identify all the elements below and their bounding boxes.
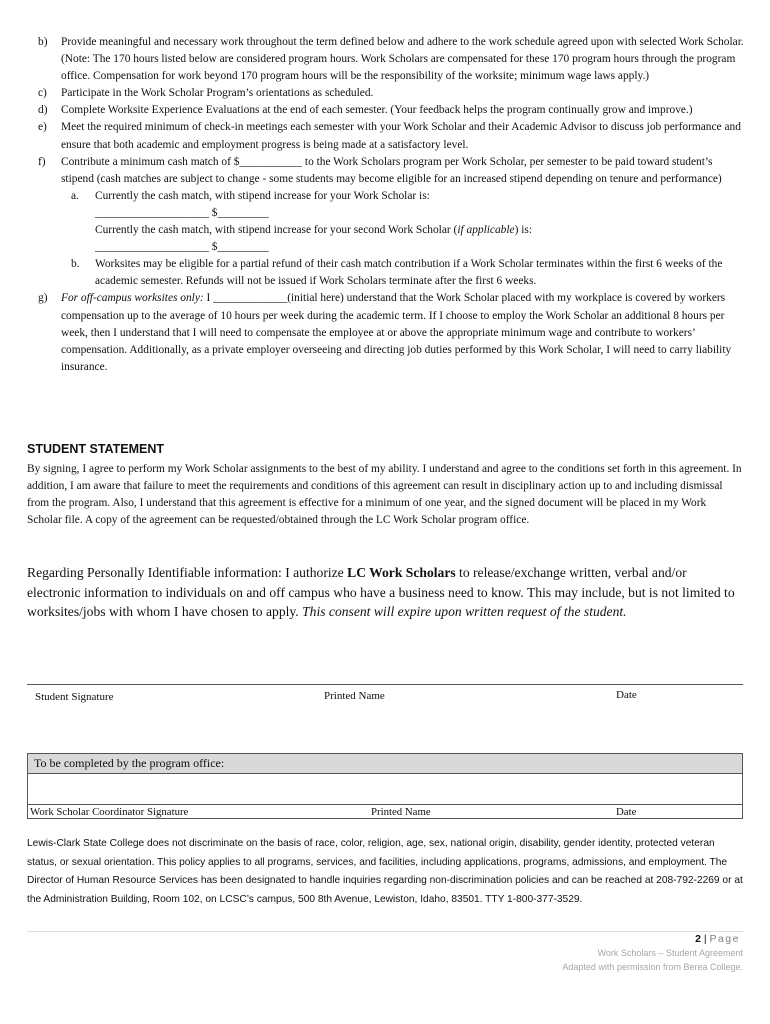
- footer-credit: Adapted with permission from Berea College.: [562, 962, 743, 972]
- item-text: Provide meaningful and necessary work throughout the term defined below and adhere to the work schedule agreed upon with selected Work Scholar. (Note: The 170 hours listed below are considered program hours. Work Scholars are compensated for these 170 program hours through the program office. Compensation for work beyond 170 program hours will be the responsibility of the worksite; minimum wage laws apply.): [61, 36, 744, 83]
- consent-expiry: This consent will expire upon written request of the student.: [302, 604, 627, 619]
- coordinator-signature-label: Work Scholar Coordinator Signature: [30, 806, 189, 818]
- item-text: I _____________(initial here) understand that the Work Scholar placed with my workplace is covered by workers compensation up to the average of 10 hours per week during the academic term. If I choose to employ the Work Scholar an additional 8 hours per week, then I understand that I will need to compensate the employee at or above the appropriate minimum wage and contribute to workers’ compensation. Additionally, as a private employer overseeing and directing job duties performed by this Work Scholar, I will need to carry liability insurance.: [61, 292, 732, 373]
- student-signature-label: Student Signature: [35, 691, 114, 703]
- sub-item-b: [61, 256, 746, 290]
- list-item-g: [30, 290, 746, 375]
- student-statement-text: By signing, I agree to perform my Work Scholar assignments to the best of my ability. I understand and agree to the conditions set forth in this agreement. In addition, I am aware that failure to meet the requirements and conditions of this agreement can result in disciplinary action up to and including dismissal from the program. Also, I understand that this agreement is effective for a minimum of one year, and the signed document will be placed in my Work Scholar file. A copy of the agreement can be requested/obtained through the LC Work Scholar program office.: [27, 463, 742, 527]
- sub-item-label: a.: [71, 189, 79, 202]
- list-item-d: [30, 102, 746, 119]
- student-signature-line[interactable]: [27, 684, 743, 685]
- item-label: c): [38, 87, 47, 100]
- printed-name-label: Printed Name: [324, 690, 385, 702]
- cash-match-line: Currently the cash match, with stipend increase for your Work Scholar is:: [95, 189, 430, 202]
- second-cash-match-line: Currently the cash match, with stipend increase for your second Work Scholar (if applicable) is:: [95, 224, 532, 237]
- item-text: Complete Worksite Experience Evaluations at the end of each semester. (Your feedback helps the program continually grow and improve.): [61, 104, 693, 117]
- program-name: LC Work Scholars: [347, 565, 456, 580]
- page-number: 2 | Page: [695, 933, 740, 945]
- item-label: e): [38, 121, 47, 134]
- sub-item-label: b.: [71, 258, 80, 271]
- footer-divider: [27, 931, 743, 932]
- date-label: Date: [616, 689, 637, 701]
- office-date-label: Date: [616, 806, 637, 818]
- list-item-e: [30, 119, 746, 153]
- item-label: f): [38, 155, 46, 168]
- pii-consent: Regarding Personally Identifiable information: I authorize LC Work Scholars to release/exchange written, verbal and/or electronic information to individuals on and off campus who have a business need to know. This may include, but is not limited to worksites/jobs with whom I have chosen to apply. This consent will expire upon written request of the student.: [27, 565, 735, 619]
- off-campus-note: For off-campus worksites only:: [61, 292, 204, 305]
- item-label: g): [38, 292, 48, 305]
- footer-title: Work Scholars – Student Agreement: [597, 948, 743, 958]
- program-office-box: [27, 753, 743, 819]
- item-text: Participate in the Work Scholar Program’s orientations as scheduled.: [61, 87, 374, 100]
- list-item-f: [30, 154, 746, 291]
- cash-match-blank[interactable]: ____________________ $_________: [95, 206, 269, 219]
- coordinator-signature-line[interactable]: [28, 804, 742, 819]
- office-printed-name-label: Printed Name: [371, 806, 431, 818]
- program-office-heading: To be completed by the program office:: [28, 754, 742, 774]
- list-item-b: [30, 34, 746, 85]
- item-label: d): [38, 104, 48, 117]
- item-text: Meet the required minimum of check-in meetings each semester with your Work Scholar and their Academic Advisor to discuss job performance and ensure that both academic and employment progress is being made at a satisfactory level.: [61, 121, 741, 151]
- agreement-list: [30, 34, 746, 376]
- sub-item-a: [61, 188, 746, 256]
- item-label: b): [38, 36, 48, 48]
- nondiscrimination-statement: Lewis-Clark State College does not discriminate on the basis of race, color, religion, age, sex, national origin, disability, gender identity, protected veteran status, or sexual orientation. This policy applies to all programs, services, and facilities, including applications, programs, admissions, and employment. The Director of Human Resource Services has been designated to handle inquiries regarding non-discrimination policies and can be reached at 208-792-2269 or at the Administration Building, Room 102, on LCSC’s campus, 500 8th Avenue, Lewiston, Idaho, 83501. TTY 1-800-377-3529.: [27, 838, 743, 905]
- student-statement-heading: STUDENT STATEMENT: [27, 442, 165, 456]
- item-text: Contribute a minimum cash match of $___________ to the Work Scholars program per Work Scholar, per semester to be paid toward student’s stipend (cash matches are subject to change - some students may become eligible for an increased stipend depending on tenure and performance): [61, 155, 722, 185]
- second-cash-match-blank[interactable]: ____________________ $_________: [95, 241, 269, 254]
- sub-item-text: Worksites may be eligible for a partial refund of their cash match contribution if a Work Scholar terminates within the first 6 weeks of the academic semester. Refunds will not be issued if Work Scholars terminate after the first 6 weeks.: [95, 258, 723, 288]
- list-item-c: [30, 85, 746, 102]
